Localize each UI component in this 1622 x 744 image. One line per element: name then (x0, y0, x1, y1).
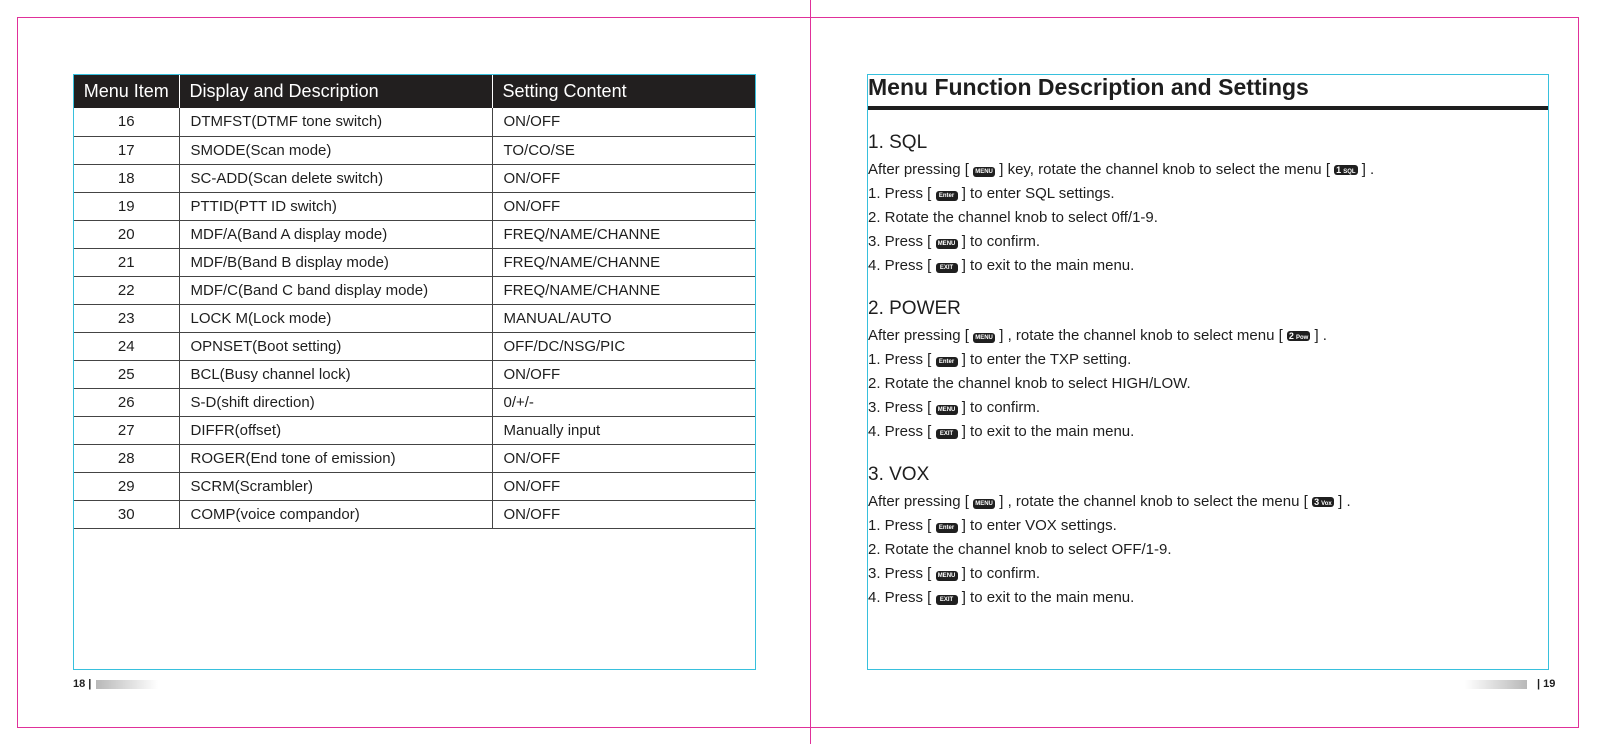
cell-description: PTTID(PTT ID switch) (179, 192, 492, 220)
crop-line-top (17, 17, 1579, 18)
step-3 (868, 562, 1548, 586)
cell-setting: ON/OFF (492, 500, 755, 528)
step-text: ] to enter the TXP setting. (961, 351, 1132, 368)
cell-menu-item: 21 (74, 248, 179, 276)
enter-key-icon: Enter (936, 357, 958, 367)
cell-description: SC-ADD(Scan delete switch) (179, 164, 492, 192)
menu-key-icon: MENU (936, 239, 958, 249)
crop-line-right (1578, 17, 1579, 728)
key-number: 2 (1288, 331, 1294, 341)
intro-text: ] key, rotate the channel knob to select the menu [ (999, 161, 1330, 178)
cell-description: MDF/A(Band A display mode) (179, 220, 492, 248)
step-text: 2. Rotate the channel knob to select HIGH/LOW. (868, 375, 1191, 392)
step-text: ] to exit to the main menu. (961, 423, 1135, 440)
cell-setting: ON/OFF (492, 444, 755, 472)
table-row (74, 108, 755, 136)
number-key-icon (1287, 331, 1310, 341)
intro-text: ] . (1314, 327, 1327, 344)
step-text: 3. Press [ (868, 565, 932, 582)
cell-description: BCL(Busy channel lock) (179, 360, 492, 388)
table-row (74, 304, 755, 332)
intro-text: ] . (1361, 161, 1375, 178)
menu-key-icon: MENU (973, 167, 995, 177)
step-text: 1. Press [ (868, 185, 932, 202)
step-1 (868, 514, 1548, 538)
table-row (74, 276, 755, 304)
crop-line-bottom (17, 727, 1579, 728)
cell-menu-item: 16 (74, 108, 179, 136)
step-text: 1. Press [ (868, 351, 932, 368)
cell-menu-item: 19 (74, 192, 179, 220)
table-row (74, 500, 755, 528)
key-label: Vox (1321, 501, 1332, 507)
cell-menu-item: 22 (74, 276, 179, 304)
intro-text: ] . (1338, 493, 1351, 510)
table-row (74, 332, 755, 360)
intro-text: After pressing [ (868, 327, 969, 344)
step-text: ] to exit to the main menu. (961, 257, 1135, 274)
menu-section (868, 460, 1548, 610)
step-text: 3. Press [ (868, 233, 932, 250)
step-text: 2. Rotate the channel knob to select 0ff/1-9. (868, 209, 1158, 226)
intro-text: ] , rotate the channel knob to select the menu [ (999, 493, 1308, 510)
table-body (74, 108, 755, 528)
section-intro (868, 490, 1548, 514)
step-2 (868, 538, 1548, 562)
key-number: 1 (1336, 165, 1342, 175)
step-text: ] to confirm. (961, 399, 1041, 416)
step-2 (868, 206, 1548, 230)
page-gradient-bar-right (1465, 680, 1527, 689)
crop-line-left (17, 17, 18, 728)
step-text: 4. Press [ (868, 423, 932, 440)
cell-menu-item: 30 (74, 500, 179, 528)
menu-key-icon: MENU (936, 405, 958, 415)
key-label: Pow (1295, 335, 1309, 341)
cell-description: COMP(voice compandor) (179, 500, 492, 528)
cell-setting: ON/OFF (492, 108, 755, 136)
table-row (74, 192, 755, 220)
cell-setting: MANUAL/AUTO (492, 304, 755, 332)
page-number-left: 18 | (73, 678, 92, 690)
step-text: ] to enter SQL settings. (961, 185, 1115, 202)
section-intro (868, 324, 1548, 348)
step-3 (868, 230, 1548, 254)
cell-setting: Manually input (492, 416, 755, 444)
menu-section (868, 294, 1548, 444)
menu-section (868, 128, 1548, 278)
cell-menu-item: 27 (74, 416, 179, 444)
key-number: 3 (1314, 497, 1320, 507)
cell-description: S-D(shift direction) (179, 388, 492, 416)
cell-menu-item: 18 (74, 164, 179, 192)
cell-setting: TO/CO/SE (492, 136, 755, 164)
step-text: ] to confirm. (961, 233, 1041, 250)
exit-key-icon: EXIT (936, 263, 958, 273)
menu-settings-table (74, 75, 755, 529)
table-row (74, 248, 755, 276)
page-gradient-bar-left (96, 680, 158, 689)
cell-setting: FREQ/NAME/CHANNE (492, 276, 755, 304)
cell-menu-item: 25 (74, 360, 179, 388)
section-intro (868, 158, 1548, 182)
header-menu-item: Menu Item (74, 75, 179, 108)
cell-setting: ON/OFF (492, 164, 755, 192)
cell-setting: ON/OFF (492, 360, 755, 388)
step-text: 4. Press [ (868, 257, 932, 274)
cell-menu-item: 28 (74, 444, 179, 472)
step-text: ] to enter VOX settings. (961, 517, 1117, 534)
intro-text: After pressing [ (868, 493, 969, 510)
step-text: 1. Press [ (868, 517, 932, 534)
cell-description: ROGER(End tone of emission) (179, 444, 492, 472)
cell-menu-item: 26 (74, 388, 179, 416)
cell-description: MDF/C(Band C band display mode) (179, 276, 492, 304)
intro-text: After pressing [ (868, 161, 969, 178)
number-key-icon (1334, 165, 1357, 175)
step-text: ] to confirm. (961, 565, 1041, 582)
cell-description: MDF/B(Band B display mode) (179, 248, 492, 276)
step-4 (868, 586, 1548, 610)
step-2 (868, 372, 1548, 396)
cell-description: OPNSET(Boot setting) (179, 332, 492, 360)
cell-setting: 0/+/- (492, 388, 755, 416)
header-display-description: Display and Description (179, 75, 492, 108)
exit-key-icon: EXIT (936, 595, 958, 605)
enter-key-icon: Enter (936, 523, 958, 533)
step-text: 4. Press [ (868, 589, 932, 606)
page-title: Menu Function Description and Settings (868, 74, 1548, 110)
step-text: 3. Press [ (868, 399, 932, 416)
cell-description: LOCK M(Lock mode) (179, 304, 492, 332)
cell-menu-item: 24 (74, 332, 179, 360)
table-row (74, 416, 755, 444)
page-spine-line (810, 0, 811, 744)
cell-menu-item: 17 (74, 136, 179, 164)
cell-setting: ON/OFF (492, 472, 755, 500)
section-heading: 3. VOX (868, 464, 930, 485)
step-1 (868, 182, 1548, 206)
page-number-right: | 19 (1537, 678, 1556, 690)
table-row (74, 136, 755, 164)
cell-setting: OFF/DC/NSG/PIC (492, 332, 755, 360)
cell-menu-item: 20 (74, 220, 179, 248)
step-text: 2. Rotate the channel knob to select OFF/1-9. (868, 541, 1172, 558)
table-row (74, 444, 755, 472)
step-4 (868, 420, 1548, 444)
cell-menu-item: 29 (74, 472, 179, 500)
step-4 (868, 254, 1548, 278)
step-3 (868, 396, 1548, 420)
menu-key-icon: MENU (973, 333, 995, 343)
cell-description: SMODE(Scan mode) (179, 136, 492, 164)
table-row (74, 388, 755, 416)
cell-setting: FREQ/NAME/CHANNE (492, 220, 755, 248)
step-text: ] to exit to the main menu. (961, 589, 1135, 606)
table-row (74, 360, 755, 388)
cell-setting: ON/OFF (492, 192, 755, 220)
table-row (74, 164, 755, 192)
cell-description: SCRM(Scrambler) (179, 472, 492, 500)
cell-menu-item: 23 (74, 304, 179, 332)
menu-key-icon: MENU (936, 571, 958, 581)
cell-description: DIFFR(offset) (179, 416, 492, 444)
cell-setting: FREQ/NAME/CHANNE (492, 248, 755, 276)
table-row (74, 472, 755, 500)
header-setting-content: Setting Content (492, 75, 755, 108)
table-header-row (74, 75, 755, 108)
section-heading: 1. SQL (868, 132, 928, 153)
step-1 (868, 348, 1548, 372)
intro-text: ] , rotate the channel knob to select menu [ (999, 327, 1283, 344)
number-key-icon (1312, 497, 1334, 507)
section-heading: 2. POWER (868, 298, 961, 319)
table-row (74, 220, 755, 248)
exit-key-icon: EXIT (936, 429, 958, 439)
menu-key-icon: MENU (973, 499, 995, 509)
enter-key-icon: Enter (936, 191, 958, 201)
key-label: SQL (1343, 169, 1356, 175)
cell-description: DTMFST(DTMF tone switch) (179, 108, 492, 136)
